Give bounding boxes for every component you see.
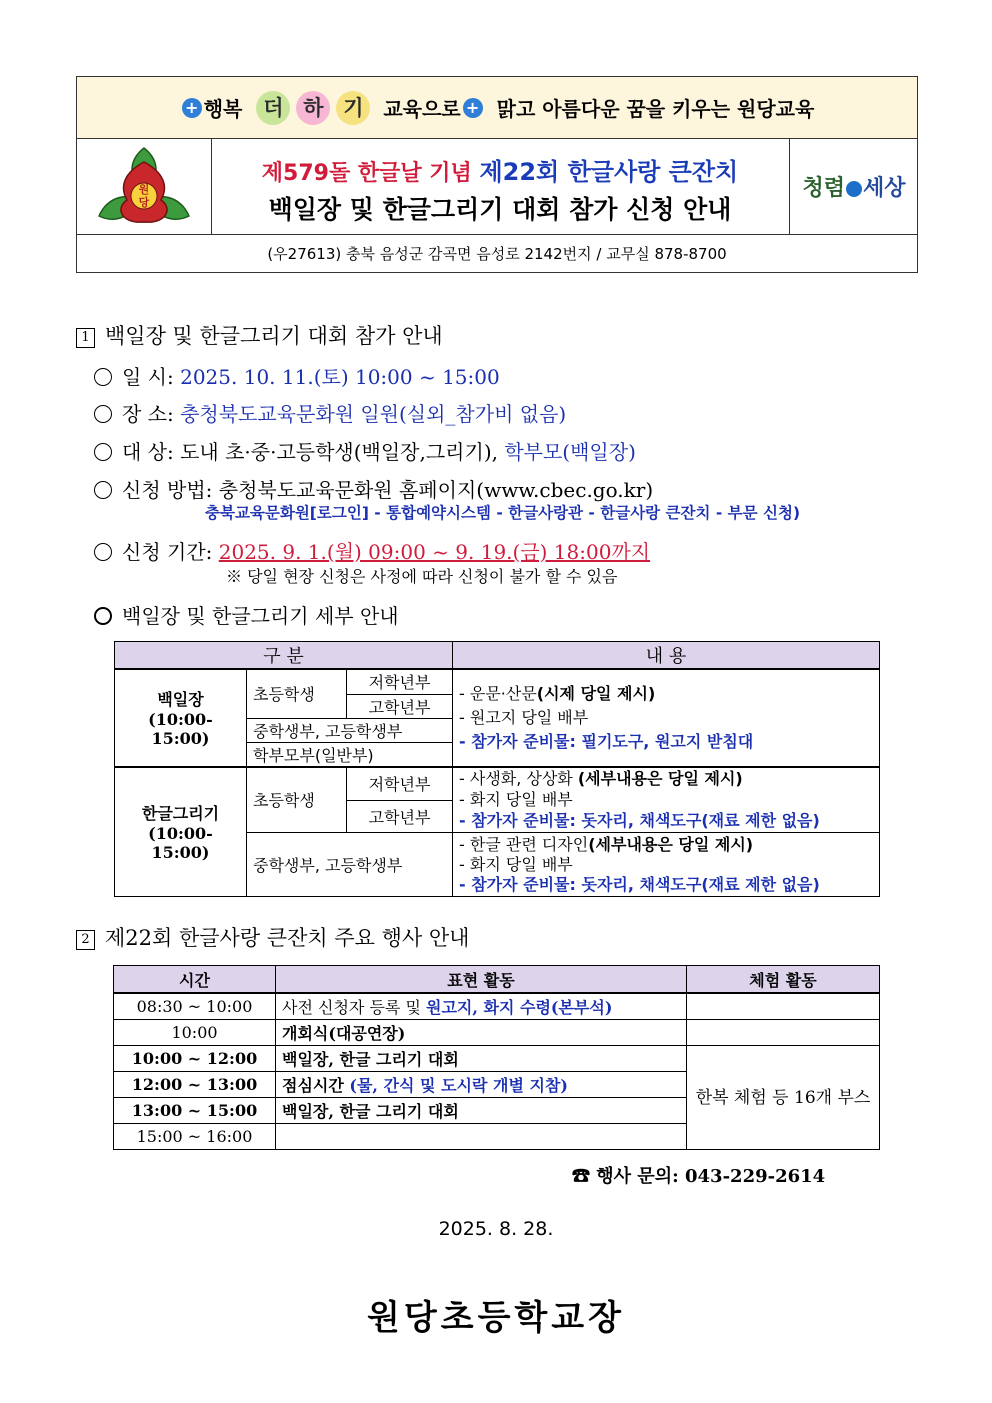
- baekiljang-cell: [115, 669, 247, 767]
- middle-high-cell: 중학생부, 고등학생부: [247, 718, 453, 742]
- contact-info: ☎ 행사 문의: 043-229-2614: [572, 1166, 826, 1187]
- school-emblem-icon: [77, 138, 211, 234]
- table-row: [115, 669, 880, 694]
- section-2-title: 제22회 한글사랑 큰잔치 주요 행사 안내: [105, 926, 470, 950]
- event-header-experience: 체험 활동: [687, 966, 880, 994]
- slogan-bubble-3: 기: [336, 91, 370, 125]
- table-row: [115, 767, 880, 801]
- signature: 원당초등학교장: [367, 1298, 625, 1338]
- document-date: 2025. 8. 28.: [438, 1218, 554, 1240]
- globe-icon: [846, 181, 862, 197]
- emblem-text-bottom: 당: [138, 196, 150, 209]
- title-row: [77, 138, 917, 235]
- section-1-title: 백일장 및 한글그리기 대회 참가 안내: [105, 324, 443, 348]
- plus-icon: +: [182, 98, 202, 118]
- info-target: [94, 436, 636, 465]
- info-target-value: 도내 초·중·고등학생(백일장,그리기),: [180, 440, 498, 464]
- slogan-bubble-1: 더: [256, 91, 290, 125]
- section-2-number: 2: [76, 930, 95, 950]
- event-time: 15:00 ~ 16:00: [114, 1124, 276, 1150]
- header-box: [76, 76, 918, 273]
- event-activity: 개회식(대공연장): [276, 1020, 687, 1046]
- integrity-logo-text-b: 세상: [863, 174, 906, 201]
- table-row: [115, 642, 880, 670]
- parent-cell: 학부모부(일반부): [247, 742, 453, 767]
- info-period: [94, 536, 650, 565]
- lower-grade-cell: 저학년부: [347, 767, 453, 801]
- lower-grade-cell: 저학년부: [347, 669, 453, 694]
- detail-heading: [94, 600, 399, 629]
- info-method-label: 신청 방법:: [122, 478, 213, 502]
- integrity-logo-text-a: 청렴: [802, 174, 845, 201]
- info-method-value: 충청북도교육문화원 홈페이지(www.cbec.go.kr): [218, 478, 654, 502]
- section-2-heading: [76, 922, 469, 952]
- baekiljang-label: 백일장: [157, 690, 204, 710]
- table-row: [114, 966, 880, 994]
- slogan-mid: 교육으로: [383, 97, 461, 121]
- elementary-cell: 초등학생: [247, 669, 347, 718]
- elementary-cell: 초등학생: [247, 767, 347, 833]
- info-date-label: 일 시:: [122, 365, 174, 389]
- info-period-label: 신청 기간:: [122, 540, 213, 564]
- event-activity: 백일장, 한글 그리기 대회: [276, 1098, 687, 1124]
- list-item: - 참가자 준비물: 돗자리, 채색도구(재료 제한 없음): [459, 874, 820, 894]
- slogan-prefix: 행복: [203, 97, 243, 121]
- event-header-activity: 표현 활동: [276, 966, 687, 994]
- detail-table: [114, 641, 880, 897]
- event-table: [113, 965, 880, 1150]
- slogan-bubble-2: 하: [296, 91, 330, 125]
- event-time: 08:30 ~ 10:00: [114, 993, 276, 1020]
- title-cell: [211, 138, 789, 234]
- title-line-1: [211, 152, 789, 187]
- circle-bullet-icon: [94, 368, 112, 386]
- middle-high-cell: 중학생부, 고등학생부: [247, 833, 453, 897]
- integrity-logo: [789, 138, 918, 234]
- event-header-time: 시간: [114, 966, 276, 994]
- info-date: [94, 361, 500, 390]
- info-period-value: 2025. 9. 1.(월) 09:00 ~ 9. 19.(금) 18:00까지: [218, 540, 651, 564]
- event-time: 13:00 ~ 15:00: [114, 1098, 276, 1124]
- event-time: 10:00: [114, 1020, 276, 1046]
- address-line: (우27613) 충북 음성군 감곡면 음성로 2142번지 / 교무실 878-8700: [267, 245, 727, 263]
- info-method: [94, 474, 653, 503]
- event-experience-empty: [687, 1020, 880, 1046]
- section-1-number: 1: [76, 328, 95, 348]
- list-item: - 화지 당일 배부: [459, 790, 573, 810]
- event-activity: 백일장, 한글 그리기 대회: [276, 1046, 687, 1072]
- table-row: [114, 1046, 880, 1072]
- table-header-category: 구 분: [115, 642, 453, 670]
- circle-bullet-icon: [94, 405, 112, 423]
- list-item: - 참가자 준비물: 돗자리, 채색도구(재료 제한 없음): [459, 811, 820, 831]
- table-row: [114, 1020, 880, 1046]
- upper-grade-cell: 고학년부: [347, 801, 453, 833]
- list-item: - 운문·산문(시제 당일 제시): [459, 683, 656, 703]
- drawing-middle-content: [453, 833, 880, 897]
- info-target-label: 대 상:: [122, 440, 174, 464]
- drawing-label: 한글그리기: [141, 804, 220, 824]
- info-place-value: 충청북도교육문화원 일원(실외_참가비 없음): [180, 402, 567, 426]
- event-activity: 점심시간 (물, 간식 및 도시락 개별 지참): [276, 1072, 687, 1098]
- circle-bullet-icon: [94, 607, 112, 625]
- info-method-path: 충북교육문화원[로그인] - 통합예약시스템 - 한글사랑관 - 한글사랑 큰잔치 - 부문 신청): [205, 504, 801, 522]
- info-date-value: 2025. 10. 11.(토) 10:00 ~ 15:00: [180, 365, 500, 389]
- title-event: 제22회 한글사랑 큰잔치: [479, 158, 739, 186]
- info-period-note: ※ 당일 현장 신청은 사정에 따라 신청이 불가 할 수 있음: [226, 567, 618, 586]
- emblem-text-top: 원: [138, 183, 150, 196]
- event-experience-empty: [687, 993, 880, 1020]
- info-place-label: 장 소:: [122, 402, 174, 426]
- list-item: - 화지 당일 배부: [459, 854, 573, 874]
- circle-bullet-icon: [94, 443, 112, 461]
- table-row: [114, 993, 880, 1020]
- event-activity: 사전 신청자 등록 및 원고지, 화지 수령(본부석): [276, 993, 687, 1020]
- baekiljang-content: [453, 669, 880, 767]
- drawing-cell: [115, 767, 247, 897]
- list-item: - 참가자 준비물: 필기도구, 원고지 받침대: [459, 731, 754, 751]
- circle-bullet-icon: [94, 481, 112, 499]
- baekiljang-time: (10:00-15:00): [148, 710, 213, 749]
- info-place: [94, 398, 566, 427]
- slogan-bar: [77, 77, 917, 139]
- section-1-heading: [76, 320, 443, 350]
- title-anniversary: 제579돌 한글날 기념: [261, 161, 472, 186]
- detail-title: 백일장 및 한글그리기 세부 안내: [122, 604, 399, 628]
- event-time: 12:00 ~ 13:00: [114, 1072, 276, 1098]
- plus-icon: +: [463, 98, 483, 118]
- list-item: - 원고지 당일 배부: [459, 707, 589, 727]
- table-header-content: 내 용: [453, 642, 880, 670]
- event-time: 10:00 ~ 12:00: [114, 1046, 276, 1072]
- page-title: 백일장 및 한글그리기 대회 참가 신청 안내: [268, 195, 732, 224]
- slogan-suffix: 맑고 아름다운 꿈을 키우는 원당교육: [496, 97, 815, 121]
- upper-grade-cell: 고학년부: [347, 694, 453, 718]
- list-item: - 한글 관련 디자인(세부내용은 당일 제시): [459, 834, 754, 854]
- event-experience: 한복 체험 등 16개 부스: [687, 1046, 880, 1150]
- info-target-parent: 학부모(백일장): [504, 440, 636, 464]
- event-activity: [276, 1124, 687, 1150]
- circle-bullet-icon: [94, 543, 112, 561]
- list-item: - 사생화, 상상화 (세부내용은 당일 제시): [459, 769, 743, 789]
- drawing-time: (10:00-15:00): [148, 824, 213, 863]
- drawing-elementary-content: [453, 767, 880, 833]
- school-emblem: [77, 138, 212, 234]
